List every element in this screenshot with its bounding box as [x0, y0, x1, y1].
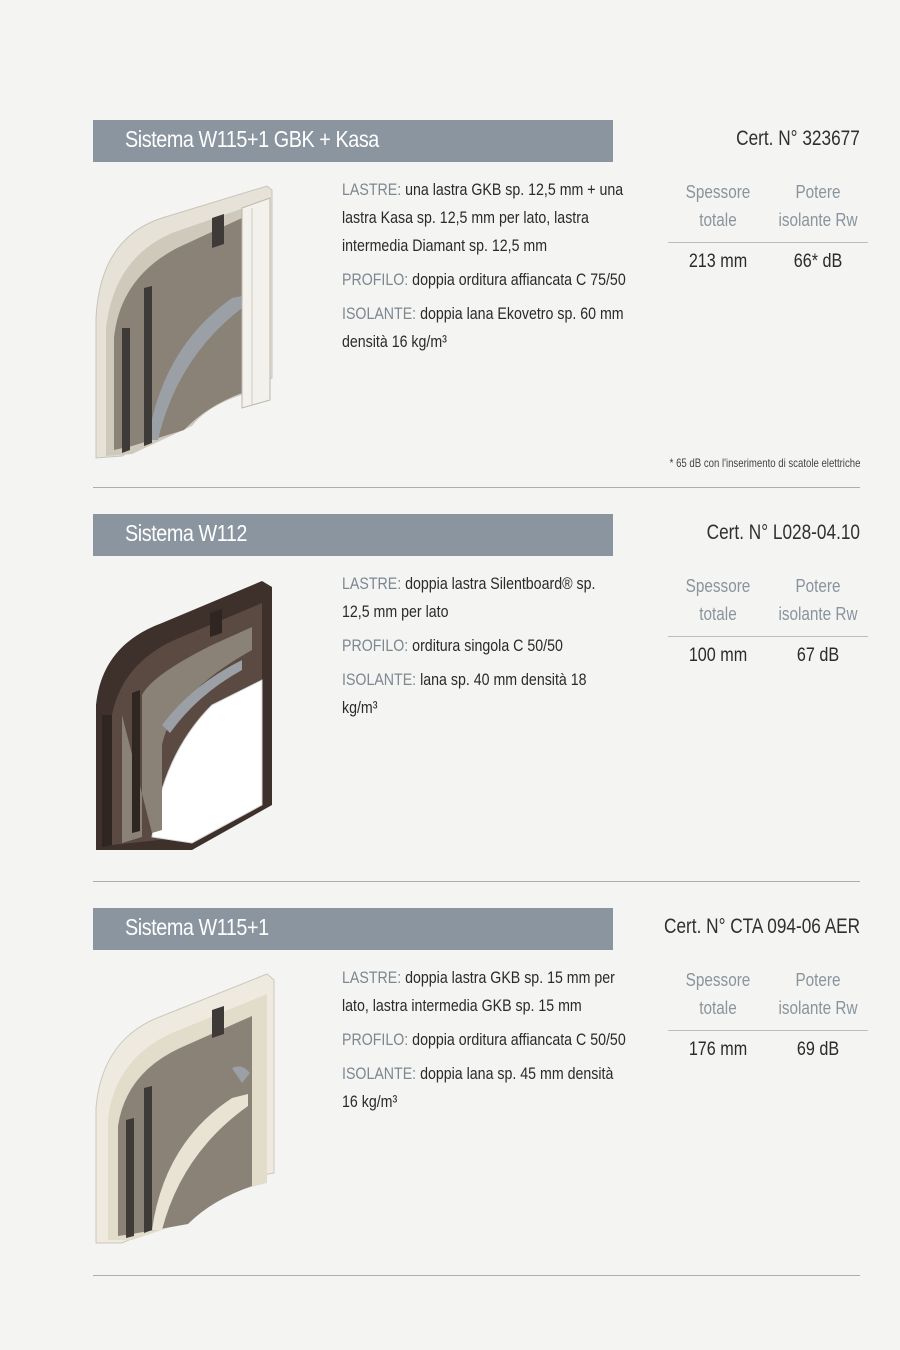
lastre-label: LASTRE: [342, 969, 402, 987]
lastre-label: LASTRE: [342, 181, 402, 199]
profilo-label: PROFILO: [342, 637, 409, 655]
system-description [342, 570, 596, 728]
lastre-text: doppia lastra Silentboard® sp. 12,5 mm per lato [342, 575, 596, 621]
isolante-label: ISOLANTE: [342, 1065, 417, 1083]
performance-table [668, 572, 868, 667]
performance-values [668, 251, 868, 273]
wall-section-illustration [92, 968, 292, 1248]
performance-rule [668, 636, 868, 637]
isolante-line [342, 300, 626, 356]
performance-headers [668, 966, 868, 1022]
performance-values [668, 645, 868, 667]
spessore-value: 176 mm [688, 1039, 748, 1060]
certificate-number: Cert. N° CTA 094-06 AER [663, 915, 860, 938]
isolante-text: lana sp. 40 mm densità 18 kg/m³ [342, 671, 587, 717]
potere-header: Potere isolante Rw [778, 576, 858, 624]
wall-section-illustration [92, 178, 292, 463]
isolante-text: doppia lana Ekovetro sp. 60 mm densità 16 kg/m³ [342, 305, 624, 351]
potere-value: 66* dB [793, 251, 843, 272]
profilo-line [342, 632, 626, 660]
profilo-text: orditura singola C 50/50 [412, 637, 563, 655]
lastre-line [342, 964, 626, 1020]
isolante-label: ISOLANTE: [342, 671, 417, 689]
profilo-line [342, 266, 626, 294]
footnote: * 65 dB con l'inserimento di scatole elettriche [669, 456, 860, 470]
performance-headers [668, 178, 868, 234]
spessore-header: Spessore totale [685, 576, 751, 624]
profilo-line [342, 1026, 626, 1054]
potere-header: Potere isolante Rw [778, 970, 858, 1018]
certificate-number: Cert. N° L028-04.10 [706, 521, 860, 544]
section-divider [93, 1275, 860, 1276]
profilo-label: PROFILO: [342, 1031, 409, 1049]
certificate-number: Cert. N° 323677 [736, 127, 860, 150]
isolante-label: ISOLANTE: [342, 305, 417, 323]
isolante-line [342, 1060, 626, 1116]
performance-rule [668, 1030, 868, 1031]
system-title: Sistema W115+1 [125, 914, 269, 940]
profilo-text: doppia orditura affiancata C 75/50 [412, 271, 626, 289]
potere-value: 67 dB [796, 645, 840, 666]
lastre-text: doppia lastra GKB sp. 15 mm per lato, lastra intermedia GKB sp. 15 mm [342, 969, 615, 1015]
system-description [342, 964, 626, 1122]
potere-value: 69 dB [796, 1039, 840, 1060]
performance-rule [668, 242, 868, 243]
system-title: Sistema W115+1 GBK + Kasa [125, 126, 379, 152]
spessore-header: Spessore totale [685, 182, 751, 230]
performance-headers [668, 572, 868, 628]
performance-values [668, 1039, 868, 1061]
section-divider [93, 881, 860, 882]
system-title-band [93, 120, 613, 162]
section-divider [93, 487, 860, 488]
performance-table [668, 966, 868, 1061]
profilo-text: doppia orditura affiancata C 50/50 [412, 1031, 626, 1049]
spessore-value: 213 mm [688, 251, 748, 272]
profilo-label: PROFILO: [342, 271, 409, 289]
spessore-header: Spessore totale [685, 970, 751, 1018]
isolante-text: doppia lana sp. 45 mm densità 16 kg/m³ [342, 1065, 614, 1111]
potere-header: Potere isolante Rw [778, 182, 858, 230]
performance-table [668, 178, 868, 273]
system-title-band [93, 514, 613, 556]
wall-section-illustration [92, 575, 292, 855]
lastre-text: una lastra GKB sp. 12,5 mm + una lastra Kasa sp. 12,5 mm per lato, lastra intermedia Diamant sp. 12,5 mm [342, 181, 624, 255]
system-title-band [93, 908, 613, 950]
lastre-label: LASTRE: [342, 575, 402, 593]
spessore-value: 100 mm [688, 645, 748, 666]
isolante-line [342, 666, 626, 722]
lastre-line [342, 176, 626, 260]
system-description [342, 176, 626, 362]
lastre-line [342, 570, 626, 626]
system-title: Sistema W112 [125, 520, 247, 546]
